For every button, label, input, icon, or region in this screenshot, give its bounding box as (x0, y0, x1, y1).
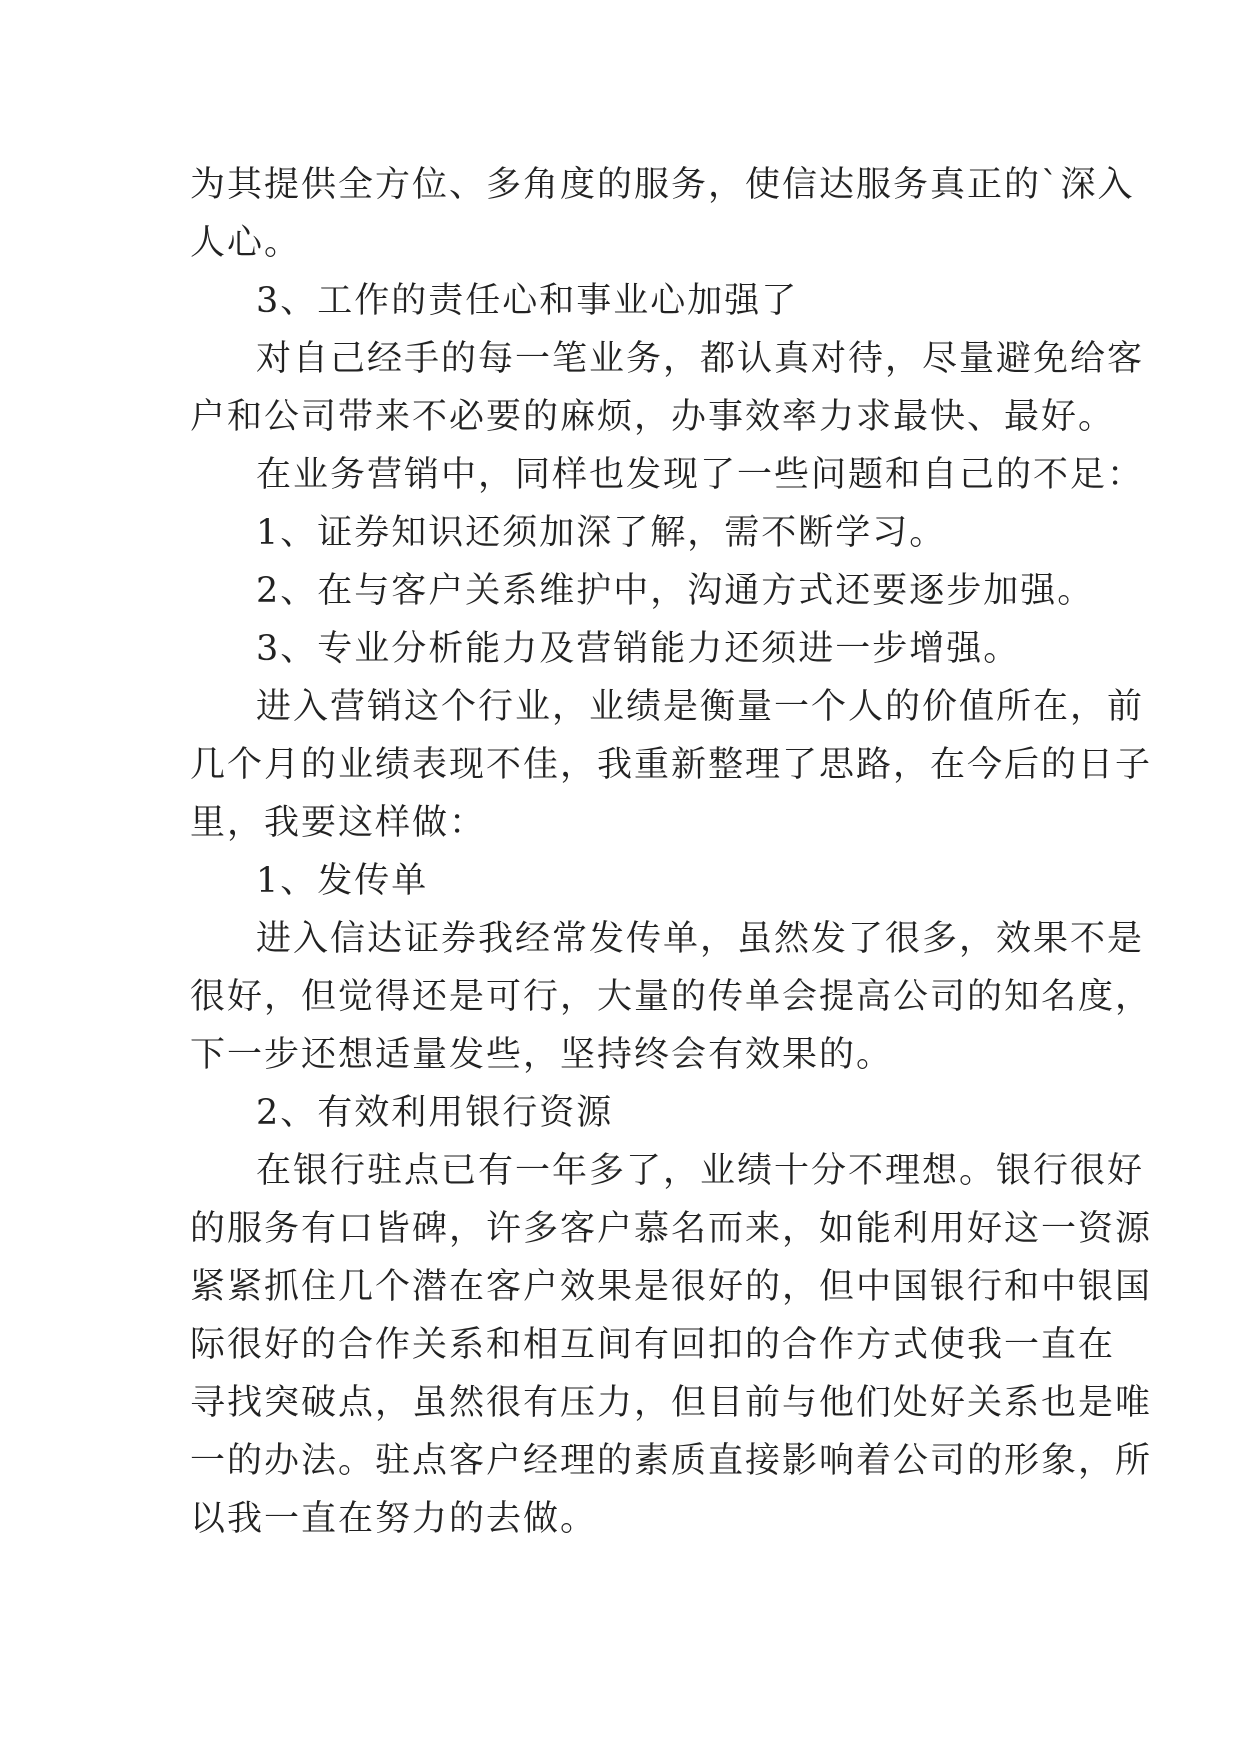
text-line-22: 寻找突破点，虽然很有压力，但目前与他们处好关系也是唯 (190, 1383, 1153, 1423)
text-line-21: 际很好的合作关系和相互间有回扣的合作方式使我一直在 (190, 1325, 1116, 1365)
text-line-15: 很好，但觉得还是可行，大量的传单会提高公司的知名度， (190, 977, 1153, 1017)
text-line-5: 户和公司带来不必要的麻烦，办事效率力求最快、最好。 (190, 397, 1116, 437)
text-line-2: 人心。 (190, 223, 302, 263)
text-line-6: 在业务营销中，同样也发现了一些问题和自己的不足： (256, 455, 1145, 495)
text-line-14: 进入信达证券我经常发传单，虽然发了很多，效果不是 (256, 919, 1145, 959)
text-line-1: 为其提供全方位、多角度的服务，使信达服务真正的`深入 (190, 165, 1135, 205)
text-line-11: 几个月的业绩表现不佳，我重新整理了思路，在今后的日子 (190, 745, 1153, 785)
text-line-16: 下一步还想适量发些，坚持终会有效果的。 (190, 1035, 894, 1075)
section-heading-3: 3、工作的责任心和事业心加强了 (256, 281, 799, 321)
section-heading-1: 1、发传单 (256, 861, 429, 901)
list-item-2: 2、在与客户关系维护中，沟通方式还要逐步加强。 (256, 571, 1095, 611)
text-line-19: 的服务有口皆碑，许多客户慕名而来，如能利用好这一资源 (190, 1209, 1153, 1249)
text-line-18: 在银行驻点已有一年多了，业绩十分不理想。银行很好 (256, 1151, 1145, 1191)
section-heading-2: 2、有效利用银行资源 (256, 1093, 614, 1133)
text-line-23: 一的办法。驻点客户经理的素质直接影响着公司的形象，所 (190, 1441, 1153, 1481)
text-line-24: 以我一直在努力的去做。 (190, 1499, 598, 1539)
list-item-1: 1、证券知识还须加深了解，需不断学习。 (256, 513, 947, 553)
list-item-3: 3、专业分析能力及营销能力还须进一步增强。 (256, 629, 1021, 669)
text-line-4: 对自己经手的每一笔业务，都认真对待，尽量避免给客 (256, 339, 1145, 379)
text-line-12: 里，我要这样做： (190, 803, 487, 843)
text-line-20: 紧紧抓住几个潜在客户效果是很好的，但中国银行和中银国 (190, 1267, 1153, 1307)
text-line-10: 进入营销这个行业，业绩是衡量一个人的价值所在，前 (256, 687, 1145, 727)
